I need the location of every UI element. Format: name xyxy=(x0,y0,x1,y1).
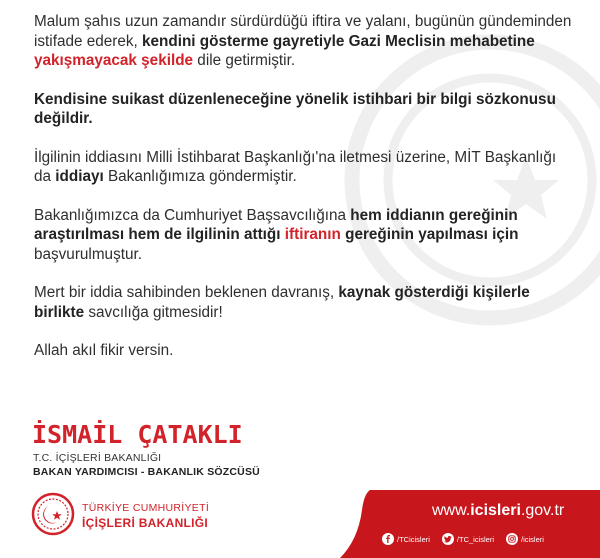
logo-text-republic: TÜRKİYE CUMHURİYETİ xyxy=(82,502,210,514)
statement-paragraph xyxy=(34,12,574,71)
statement-paragraph xyxy=(34,148,574,187)
facebook-handle: /TCicisleri xyxy=(397,534,430,544)
instagram-icon xyxy=(506,533,518,545)
statement-paragraph xyxy=(34,90,574,129)
emphasized-text: gereğinin yapılması için xyxy=(340,226,519,243)
instagram-link[interactable] xyxy=(506,533,544,545)
emphasized-text: hem iddianın gereğinin araştırılması hem de ilgilinin attığı xyxy=(34,206,518,243)
emphasized-text: kendini gösterme gayretiyle Gazi Meclisin mehabetine xyxy=(142,32,535,50)
facebook-link[interactable] xyxy=(382,533,430,545)
website-link[interactable] xyxy=(432,502,564,520)
social-links xyxy=(382,530,592,548)
statement-text: Bakanlığımıza göndermiştir. xyxy=(103,168,297,185)
twitter-handle: /TC_icisleri xyxy=(456,534,495,544)
statement-text: Malum şahıs uzun zamandır sürdürdüğü iftira ve yalanı, bugünün gündeminden istifade ederek, xyxy=(34,13,572,50)
signatory-name: İSMAİL ÇATAKLI xyxy=(32,420,243,449)
website-prefix: www. xyxy=(432,502,471,519)
statement-text: İlgilinin iddiasını Milli İstihbarat Başkanlığı'na iletmesi üzerine, MİT Başkanlığı da xyxy=(34,148,557,185)
instagram-handle: /icisleri xyxy=(521,534,544,544)
website-domain: icisleri xyxy=(470,502,521,519)
emphasized-text: Kendisine suikast düzenleneceğine yönelik istihbari bir bilgi sözkonusu değildir. xyxy=(34,90,556,127)
ministry-logo-icon xyxy=(31,492,75,536)
statement-text: Mert bir iddia sahibinden beklenen davranış, xyxy=(34,284,339,301)
statement-text: Allah akıl fikir versin. xyxy=(34,342,174,359)
statement-text: dile getirmiştir. xyxy=(193,52,296,69)
statement-text: savcılığa gitmesidir! xyxy=(84,303,223,321)
facebook-icon xyxy=(382,533,394,545)
signatory-title: BAKAN YARDIMCISI - BAKANLIK SÖZCÜSÜ xyxy=(33,466,260,478)
statement-paragraph xyxy=(34,341,574,361)
statement-text: başvurulmuştur. xyxy=(34,245,142,263)
highlighted-text: iftiranın xyxy=(284,226,341,243)
website-suffix: .gov.tr xyxy=(520,502,565,519)
emphasized-text: iddiayı xyxy=(55,168,104,185)
highlighted-text: yakışmayacak şekilde xyxy=(34,52,194,69)
twitter-icon xyxy=(442,533,454,545)
statement-text: Bakanlığımızca da Cumhuriyet Başsavcılığına xyxy=(34,206,351,224)
twitter-link[interactable] xyxy=(442,533,494,545)
statement-body xyxy=(34,12,574,380)
emphasized-text: kaynak gösterdiği kişilerle birlikte xyxy=(34,284,530,321)
statement-paragraph xyxy=(34,283,574,322)
logo-text-ministry: İÇİŞLERİ BAKANLIĞI xyxy=(82,516,209,530)
statement-paragraph xyxy=(34,206,574,265)
signatory-organization: T.C. İÇİŞLERİ BAKANLIĞI xyxy=(33,452,162,464)
